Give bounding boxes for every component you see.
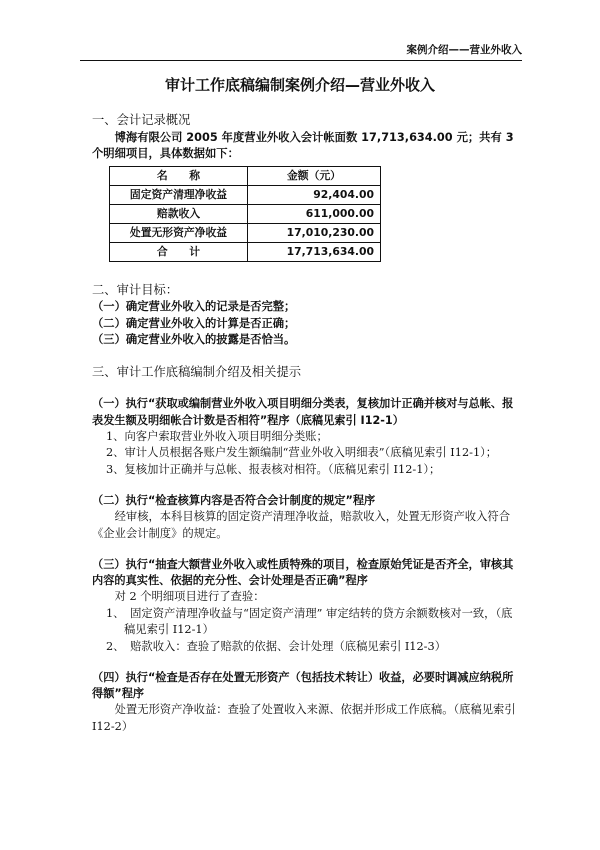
table-row [110, 223, 381, 242]
table-header-amount: 金额（元） [248, 166, 381, 185]
table-total-row [110, 242, 381, 261]
running-header: 案例介绍——营业外收入 [80, 42, 522, 61]
objective-item: （三）确定营业外收入的披露是否恰当。 [92, 333, 296, 347]
table-cell-amount: 17,713,634.00 [248, 242, 381, 261]
table-header-name: 名 称 [110, 166, 248, 185]
document-title: 审计工作底稿编制案例介绍—营业外收入 [164, 76, 435, 94]
table-row [110, 204, 381, 223]
table-cell-name: 赔款收入 [110, 204, 248, 223]
table-cell-name: 处置无形资产净收益 [110, 223, 248, 242]
document-body [92, 112, 522, 735]
procedure-3-title: （三）执行“抽查大额营业外收入或性质特殊的项目，检查原始凭证是否齐全，审核其内容的真实性、依据的充分性、会计处理是否正确”程序 [92, 557, 514, 588]
table-row [110, 185, 381, 204]
section-3-heading: 三、审计工作底稿编制介绍及相关提示 [92, 364, 302, 379]
table-cell-name: 合 计 [110, 242, 248, 261]
table-cell-name: 固定资产清理净收益 [110, 185, 248, 204]
procedure-1-step: 1、向客户索取营业外收入项目明细分类账； [106, 429, 328, 443]
table-cell-amount: 611,000.00 [248, 204, 381, 223]
amount-table [109, 166, 381, 262]
procedure-3-lead: 对 2 个明细项目进行了查验： [114, 590, 265, 604]
procedure-3-step: 2、 赔款收入：查验了赔款的依据、会计处理（底稿见索引 I12-3） [106, 639, 446, 653]
table-cell-amount: 92,404.00 [248, 185, 381, 204]
section-1-heading: 一、会计记录概况 [92, 113, 191, 127]
procedure-3-step: 1、 固定资产清理净收益与“固定资产清理” 审定结转的贷方余额数核对一致，（底稿见索引 I12-1） [106, 606, 513, 637]
procedure-4-body: 处置无形资产净收益：查验了处置收入来源、依据并形成工作底稿。（底稿见索引 I12-2） [92, 703, 516, 733]
procedure-1-step: 3、复核加计正确并与总帐、报表核对相符。（底稿见索引 I12-1）； [106, 462, 441, 476]
table-cell-amount: 17,010,230.00 [248, 223, 381, 242]
procedure-4-title: （四）执行“检查是否存在处置无形资产（包括技术转让）收益，必要时调减应纳税所得额”程序 [92, 670, 514, 701]
table-header-row [110, 166, 381, 185]
procedure-1-step: 2、审计人员根据各账户发生额编制“营业外收入明细表”（底稿见索引 I12-1）； [106, 446, 498, 460]
procedure-1-title: （一）执行“获取或编制营业外收入项目明细分类表，复核加计正确并核对与总帐、报表发生额及明细帐合计数是否相符”程序（底稿见索引 I12-1） [92, 397, 514, 427]
procedure-2-body: 经审核，本科目核算的固定资产清理净收益，赔款收入，处置无形资产收入符合《企业会计制度》的规定。 [92, 510, 510, 540]
section-2-heading: 二、审计目标： [92, 282, 179, 297]
section-1-intro: 博海有限公司 2005 年度营业外收入会计帐面数 17,713,634.00 元；共有 3 个明细项目，具体数据如下： [92, 130, 514, 161]
objective-item: （二）确定营业外收入的计算是否正确； [92, 316, 296, 330]
objective-item: （一）确定营业外收入的记录是否完整； [92, 300, 296, 314]
procedure-2-title: （二）执行“检查核算内容是否符合会计制度的规定”程序 [92, 493, 376, 507]
